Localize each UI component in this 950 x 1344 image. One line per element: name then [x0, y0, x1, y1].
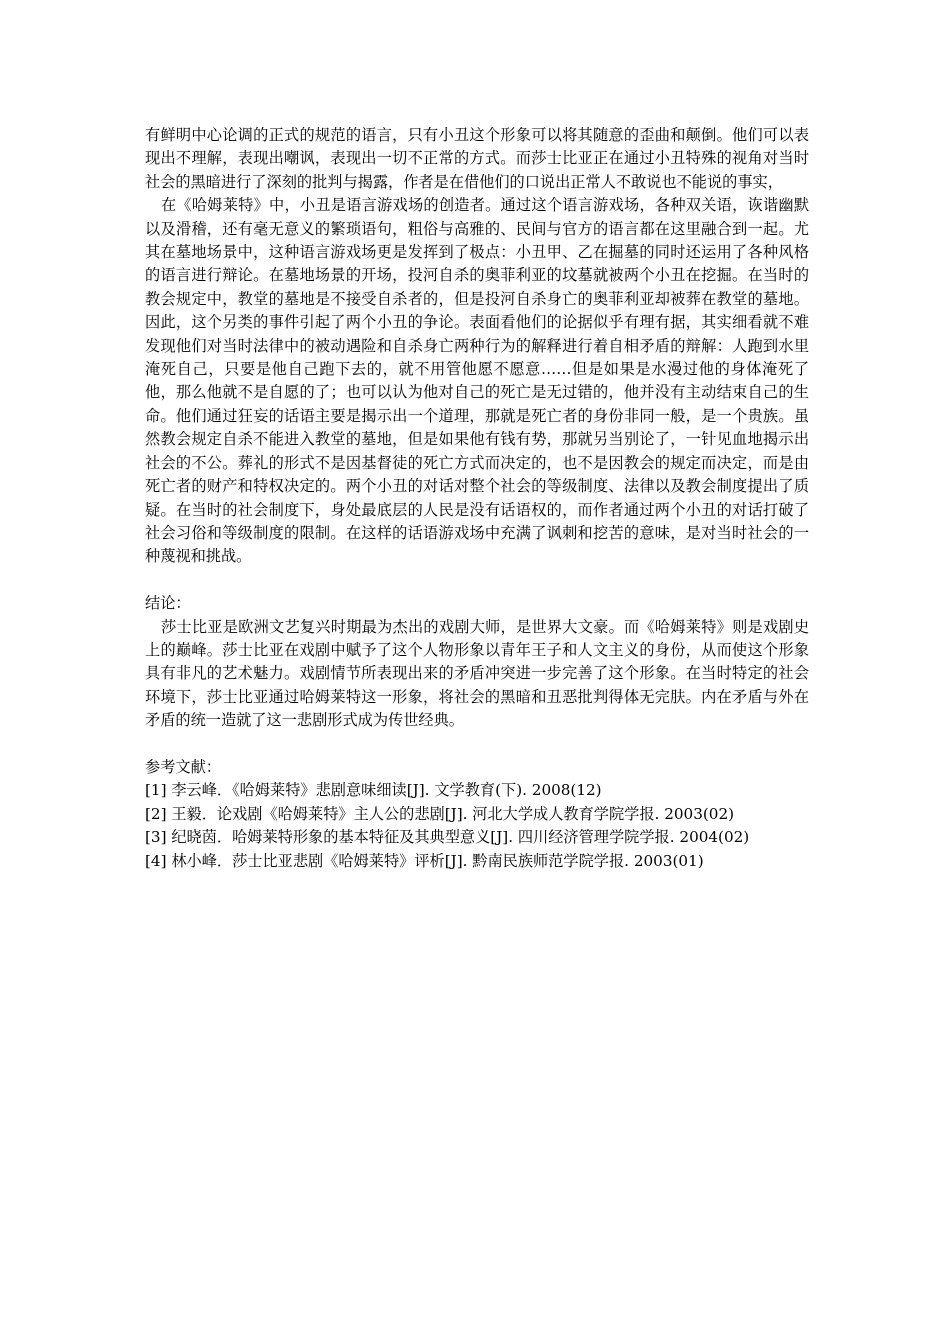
reference-item-3: [3] 纪晓茵．哈姆莱特形象的基本特征及其典型意义[J]. 四川经济管理学院学报. 2004(02)	[145, 828, 750, 847]
conclusion-heading: 结论：	[145, 594, 191, 613]
paragraph-gap	[145, 733, 809, 756]
conclusion-paragraph: 莎士比亚是欧洲文艺复兴时期最为杰出的戏剧大师，是世界大文豪。而《哈姆莱特》则是戏剧史上的巅峰。莎士比亚在戏剧中赋予了这个人物形象以青年王子和人文主义的身份，从而使这个形象具有非凡的艺术魅力。戏剧情节所表现出来的矛盾冲突进一步完善了这个形象。在当时特定的社会环境下，莎士比亚通过哈姆莱特这一形象，将社会的黑暗和丑恶批判得体无完肤。内在矛盾与外在矛盾的统一造就了这一悲剧形式成为传世经典。	[145, 617, 809, 730]
body-paragraph-2: 在《哈姆莱特》中，小丑是语言游戏场的创造者。通过这个语言游戏场，各种双关语，诙谐幽默以及滑稽，还有毫无意义的繁琐语句，粗俗与高雅的、民间与官方的语言都在这里融合到一起。尤其在墓地场景中，这种语言游戏场更是发挥到了极点：小丑甲、乙在掘墓的同时还运用了各种风格的语言进行辩论。在墓地场景的开场，投河自杀的奥菲利亚的坟墓就被两个小丑在挖掘。在当时的教会规定中，教堂的墓地是不接受自杀者的，但是投河自杀身亡的奥菲利亚却被葬在教堂的墓地。因此，这个另类的事件引起了两个小丑的争论。表面看他们的论据似乎有理有据，其实细看就不难发现他们对当时法律中的被动遇险和自杀身亡两种行为的解释进行着自相矛盾的辩解：人跑到水里淹死自己，只要是他自己跑下去的，就不用管他愿不愿意……但是如果是水漫过他的身体淹死了他，那么他就不是自愿的了；也可以认为他对自己的死亡是无过错的，他并没有主动结束自己的生命。他们通过狂妄的话语主要是揭示出一个道理，那就是死亡者的身份非同一般，是一个贵族。虽然教会规定自杀不能进入教堂的墓地，但是如果他有钱有势，那就另当别论了，一针见血地揭示出社会的不公。葬礼的形式不是因基督徒的死亡方式而决定的，也不是因教会的规定而决定，而是由死亡者的财产和特权决定的。两个小丑的对话对整个社会的等级制度、法律以及教会制度提出了质疑。在当时的社会制度下，身处最底层的人民是没有话语权的，而作者通过两个小丑的对话打破了社会习俗和等级制度的限制。在这样的话语游戏场中充满了讽刺和挖苦的意味，是对当时社会的一种蔑视和挑战。	[145, 196, 809, 566]
body-paragraph-1: 有鲜明中心论调的正式的规范的语言，只有小丑这个形象可以将其随意的歪曲和颠倒。他们可以表现出不理解，表现出嘲讽，表现出一切不正常的方式。而莎士比亚正在通过小丑特殊的视角对当时社会的黑暗进行了深刻的批判与揭露，作者是在借他们的口说出正常人不敢说也不能说的事实，	[145, 126, 809, 191]
references-list	[145, 779, 809, 873]
reference-item-2: [2] 王毅．论戏剧《哈姆莱特》主人公的悲剧[J]. 河北大学成人教育学院学报. 2003(02)	[145, 804, 735, 823]
reference-item-1: [1] 李云峰．《哈姆莱特》悲剧意味细读[J]. 文学教育(下). 2008(12)	[145, 781, 602, 800]
paragraph-gap	[145, 569, 809, 592]
reference-item-4: [4] 林小峰．莎士比亚悲剧《哈姆莱特》评析[J]. 黔南民族师范学院学报. 2003(01)	[145, 851, 704, 870]
document-page	[145, 124, 809, 873]
references-heading: 参考文献：	[145, 757, 221, 776]
